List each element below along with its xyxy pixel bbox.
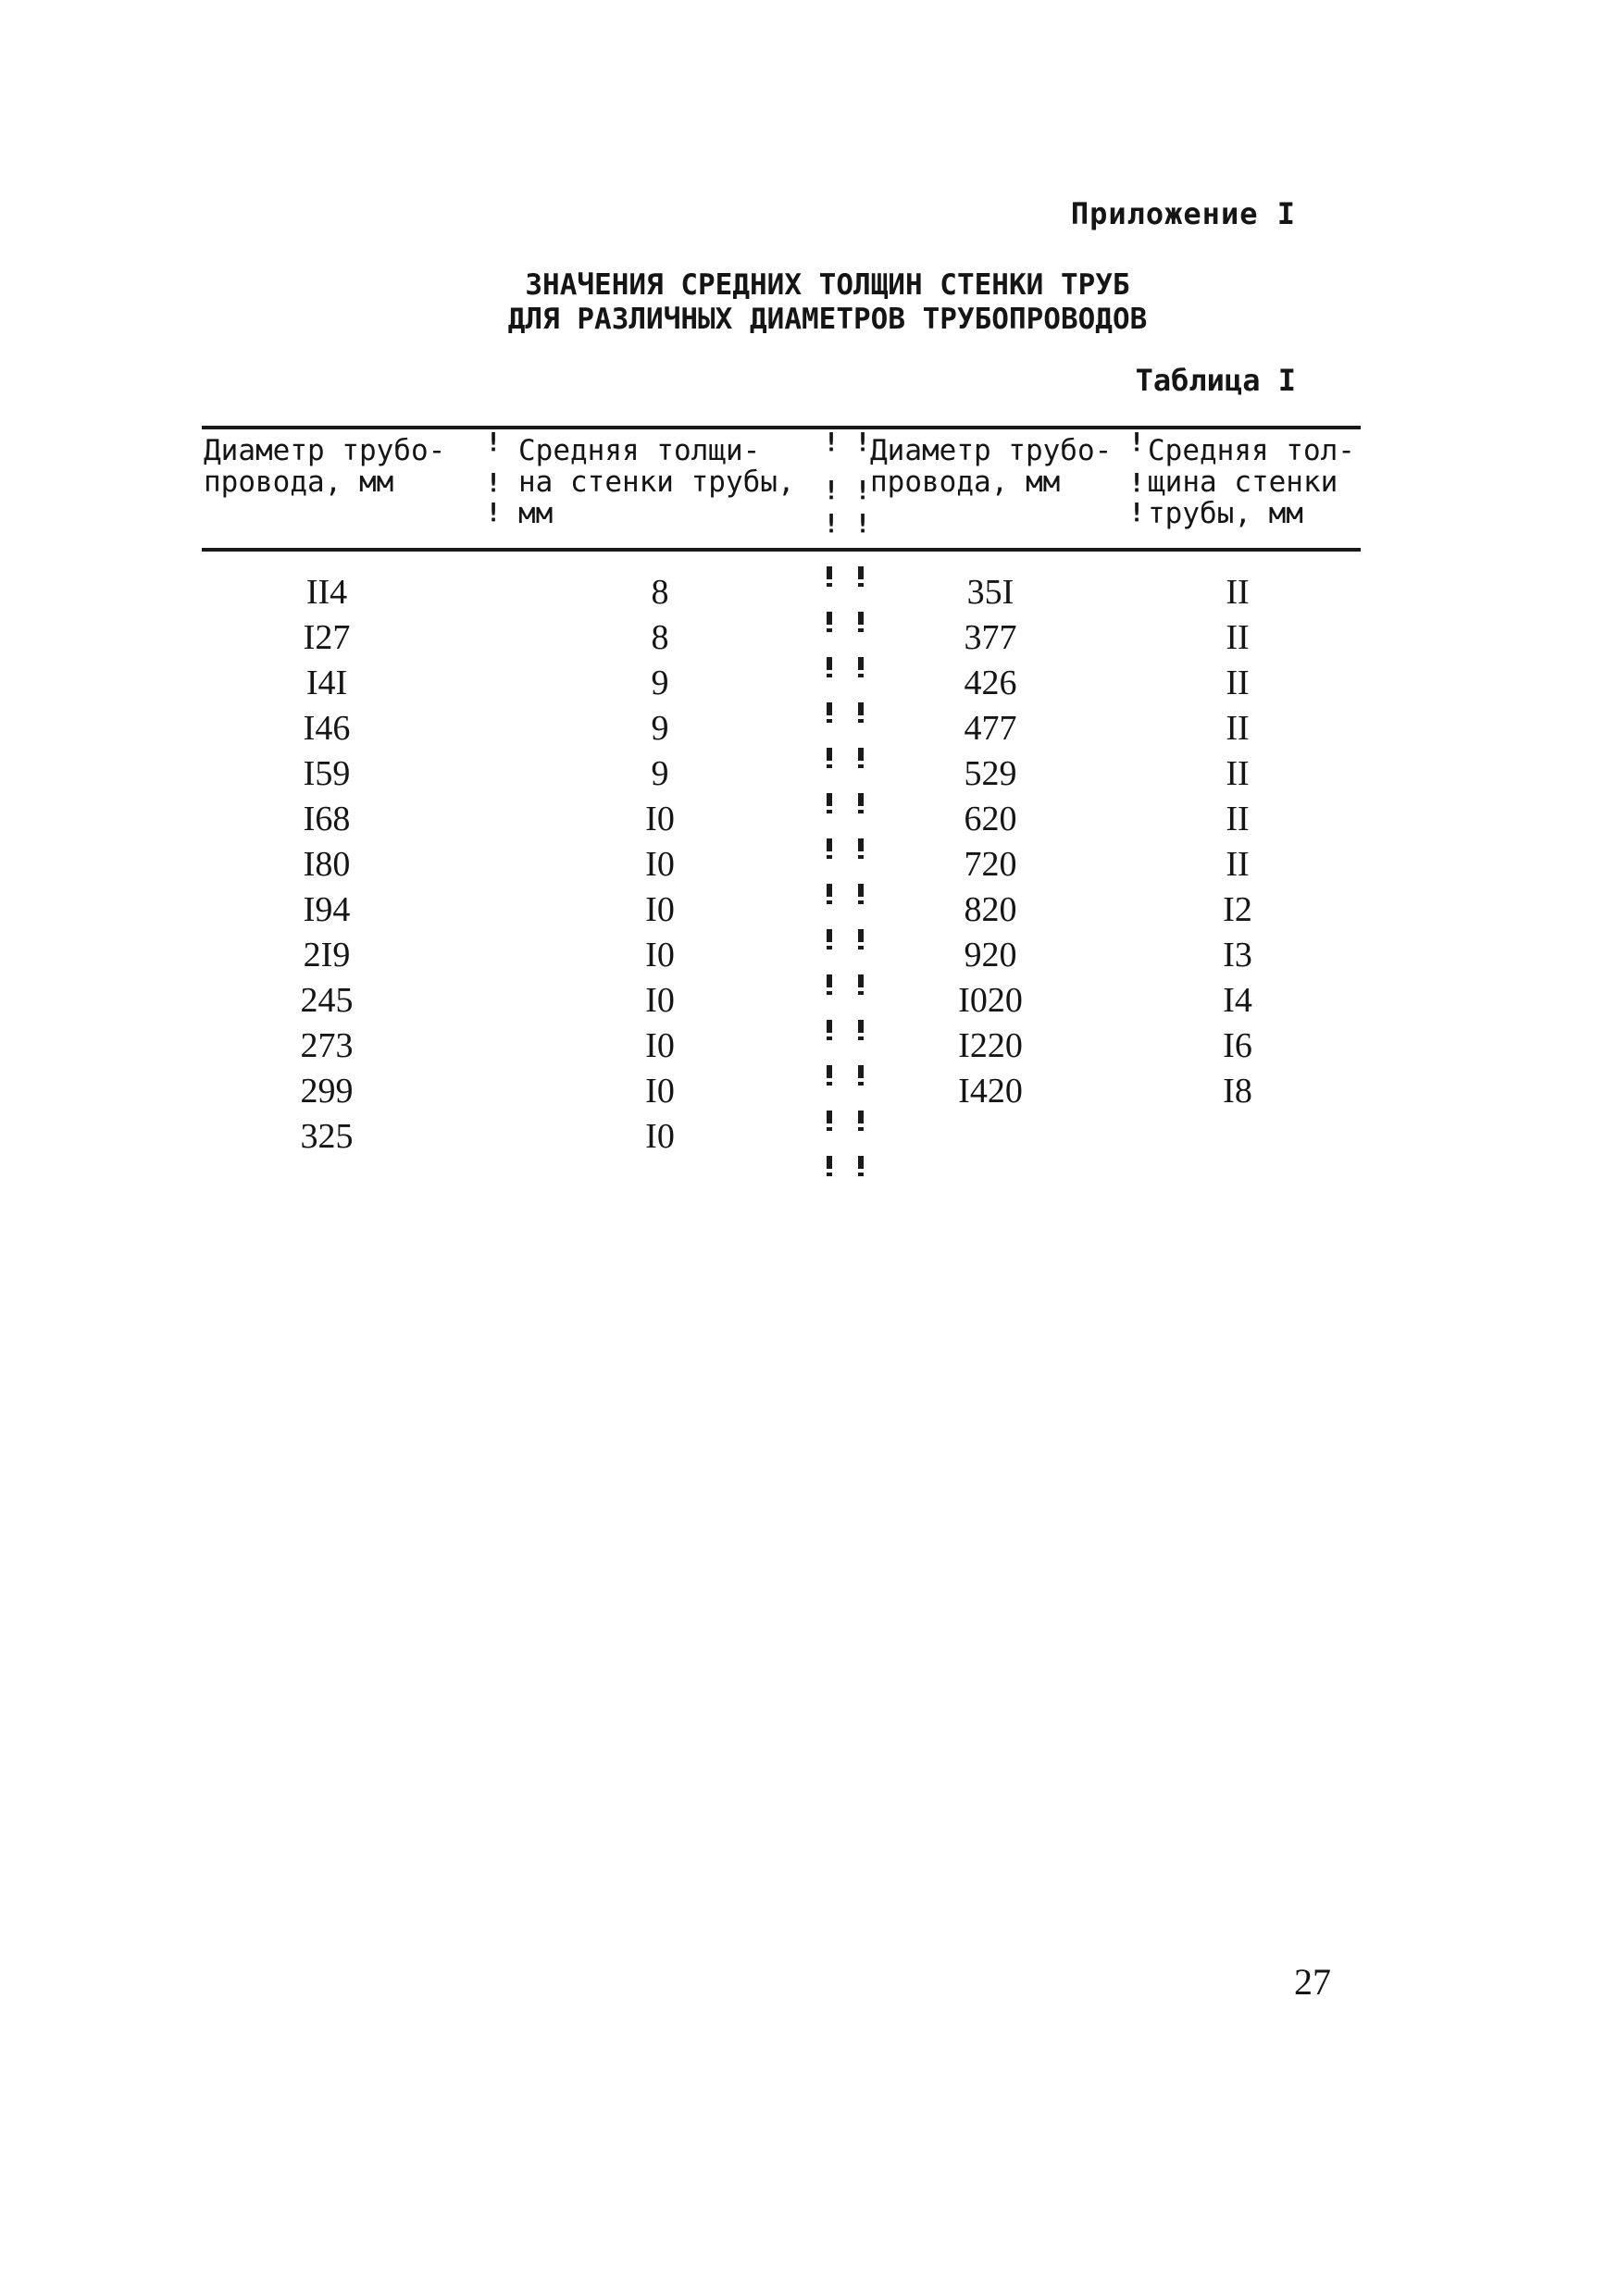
header-separator: ! [854,427,871,457]
diameter-cell: 2I9 [303,936,351,974]
header-separator: ! [485,497,502,527]
thickness-cell: I8 [1223,1072,1252,1111]
title-line-1: ЗНАЧЕНИЯ СРЕДНИХ ТОЛЩИН СТЕНКИ ТРУБ [525,268,1130,302]
diameter-cell: 273 [300,1026,354,1065]
thickness-cell: I0 [645,1026,675,1065]
table-row [0,1025,1618,1071]
header-diameter-right: Диаметр трубо- провода, мм [870,434,1113,499]
diameter-cell: I59 [303,754,351,793]
diameter-cell: I420 [958,1072,1023,1111]
thickness-cell: I0 [645,845,675,884]
diameter-cell: 299 [300,1072,354,1111]
header-separator: ! [1128,497,1145,527]
thickness-cell: I0 [645,1072,675,1111]
header-diameter-left: Диаметр трубо- провода, мм [204,434,446,499]
diameter-cell: I27 [303,618,351,657]
diameter-cell: 426 [964,664,1017,702]
header-thickness-left: Средняя толщи- на стенки трубы, мм [518,434,795,530]
diameter-cell: I94 [303,890,351,929]
table-row [0,1116,1618,1161]
thickness-cell: I3 [1223,936,1252,974]
thickness-cell: II [1226,754,1250,793]
thickness-cell: II [1226,618,1250,657]
diameter-cell: I68 [303,800,351,838]
header-separator: ! [485,427,502,457]
thickness-cell: 9 [651,754,669,793]
table-row [0,889,1618,935]
diameter-cell: I80 [303,845,351,884]
header-separator: ! [854,508,871,539]
document-title [0,268,1618,337]
thickness-cell: I0 [645,981,675,1020]
diameter-cell: 35I [966,573,1014,612]
diameter-cell: I020 [958,981,1023,1020]
thickness-cell: I0 [645,800,675,838]
thickness-cell: I2 [1223,890,1252,929]
diameter-cell: 529 [964,754,1017,793]
header-thickness-right: Средняя тол- щина стенки трубы, мм [1148,434,1355,530]
header-separator: ! [823,427,840,457]
table-row [0,617,1618,663]
diameter-cell: II4 [305,573,348,612]
diameter-cell: 820 [964,890,1017,929]
table-top-rule [202,426,1361,429]
thickness-cell: I6 [1223,1026,1252,1065]
table-row [0,844,1618,889]
title-line-2: ДЛЯ РАЗЛИЧНЫХ ДИАМЕТРОВ ТРУБОПРОВОДОВ [507,303,1148,336]
header-separator: ! [485,467,502,498]
table-row [0,980,1618,1025]
table-row [0,572,1618,617]
table-label: Таблица I [1135,363,1296,398]
thickness-cell: 8 [651,573,669,612]
table-row [0,708,1618,753]
thickness-cell: II [1226,573,1250,612]
diameter-cell: 720 [964,845,1017,884]
thickness-cell: 8 [651,618,669,657]
table-row [0,799,1618,844]
thickness-cell: II [1226,845,1250,884]
diameter-cell: 920 [964,936,1017,974]
table-row [0,935,1618,980]
thickness-cell: I0 [645,936,675,974]
diameter-cell: 477 [964,709,1017,748]
appendix-label: Приложение I [1070,196,1296,231]
diameter-cell: 245 [300,981,354,1020]
diameter-cell: I46 [303,709,351,748]
header-separator: ! [823,475,840,505]
header-separator: ! [823,508,840,539]
thickness-cell: II [1226,664,1250,702]
diameter-cell: 377 [964,618,1017,657]
diameter-cell: 325 [300,1117,354,1156]
thickness-cell: 9 [651,709,669,748]
table-row [0,663,1618,708]
table-row [0,1071,1618,1116]
diameter-cell: I4I [305,664,348,702]
header-separator: ! [1128,467,1145,498]
thickness-cell: II [1226,800,1250,838]
thickness-cell: I4 [1223,981,1252,1020]
diameter-cell: I220 [958,1026,1023,1065]
thickness-cell: I0 [645,890,675,929]
thickness-cell: I0 [645,1117,675,1156]
table-header-rule [202,548,1361,552]
header-separator: ! [854,475,871,505]
thickness-cell: 9 [651,664,669,702]
page-number: 27 [1294,1961,1331,2003]
table-row [0,753,1618,799]
thickness-cell: II [1226,709,1250,748]
header-separator: ! [1128,427,1145,457]
diameter-cell: 620 [964,800,1017,838]
